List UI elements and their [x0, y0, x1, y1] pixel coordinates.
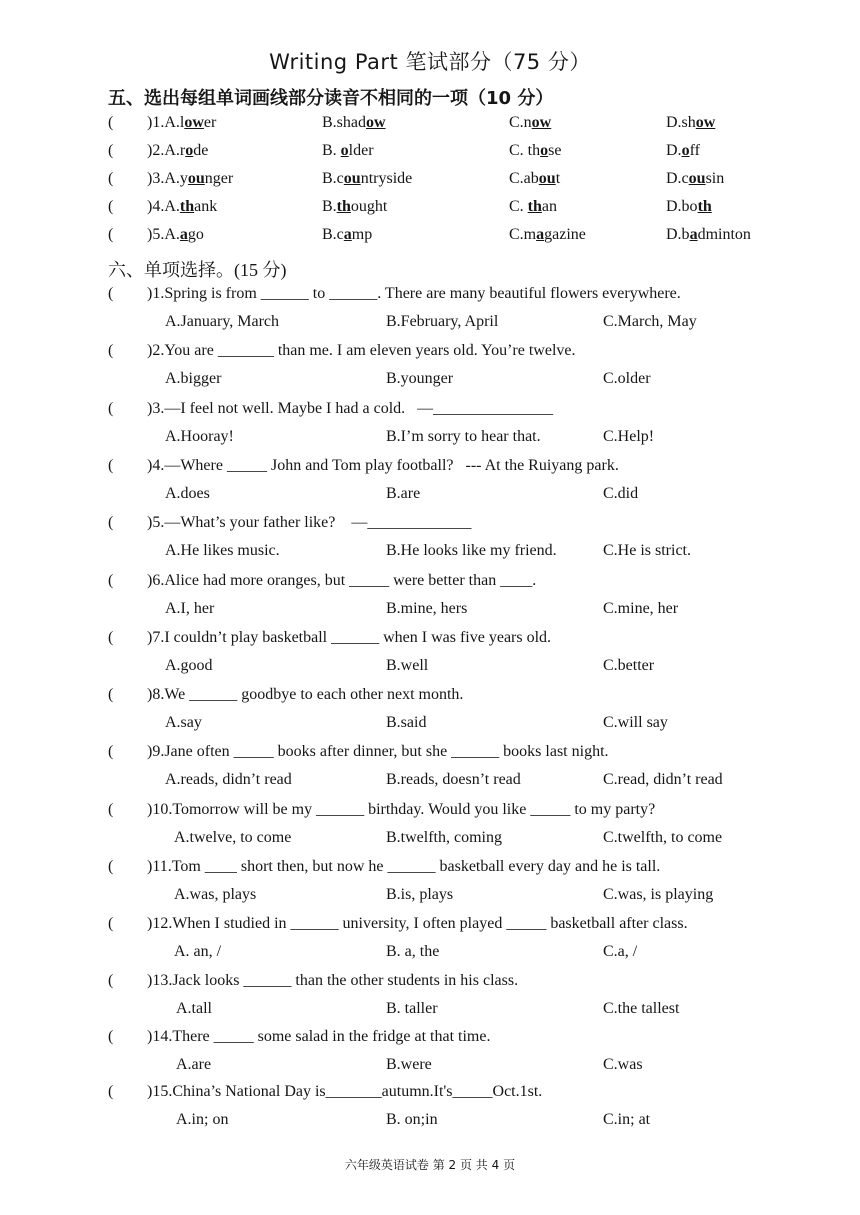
word-suffix: de: [193, 142, 209, 159]
question-stem: [0, 972, 860, 1000]
option-a: [147, 198, 217, 216]
word-prefix: A.y: [164, 170, 188, 187]
question-text: )8.We ______ goodbye to each other next month.: [147, 686, 464, 703]
word-prefix: B.c: [322, 170, 344, 187]
underlined-letters: ou: [187, 170, 205, 187]
answer-paren[interactable]: (: [108, 801, 114, 818]
underlined-letters: a: [343, 226, 352, 243]
option-b: B.February, April: [386, 313, 499, 330]
question-stem: [0, 457, 860, 485]
option-c: C.will say: [603, 714, 668, 731]
option-c: C.in; at: [603, 1111, 651, 1128]
item-number: )3.: [147, 170, 165, 187]
answer-paren[interactable]: (: [108, 198, 114, 215]
question-options: [0, 714, 860, 742]
answer-paren[interactable]: (: [108, 142, 114, 159]
option-b: B.is, plays: [386, 886, 454, 903]
word-suffix: lder: [348, 142, 374, 159]
answer-paren[interactable]: (: [108, 972, 114, 989]
question-options: [0, 657, 860, 685]
answer-paren[interactable]: (: [108, 915, 114, 932]
option-d: [666, 170, 724, 188]
underlined-letters: a: [536, 226, 545, 243]
word-prefix: A.: [164, 198, 180, 215]
underlined-letters: th: [179, 198, 195, 215]
option-c: C.mine, her: [603, 600, 679, 617]
option-b: B.were: [386, 1056, 432, 1073]
word-suffix: ank: [194, 198, 218, 215]
word-prefix: D.c: [666, 170, 689, 187]
answer-paren[interactable]: (: [108, 342, 114, 359]
word-prefix: A.r: [164, 142, 186, 159]
word-prefix: B.: [322, 142, 341, 159]
option-a: A.are: [176, 1056, 212, 1073]
underlined-letters: ou: [343, 170, 361, 187]
option-a: A.does: [165, 485, 210, 502]
question-text: )15.China’s National Day is_______autumn.It's_____Oct.1st.: [147, 1083, 543, 1100]
question-options: [0, 370, 860, 398]
word-prefix: C.n: [509, 114, 532, 131]
option-b: B.mine, hers: [386, 600, 468, 617]
question-options: [0, 771, 860, 799]
question-stem: [0, 285, 860, 313]
word-suffix: gazine: [544, 226, 586, 243]
word-suffix: go: [187, 226, 204, 243]
underlined-letters: ow: [695, 114, 716, 131]
option-c: C.better: [603, 657, 655, 674]
option-b: B.reads, doesn’t read: [386, 771, 521, 788]
section-six-heading-cn: 六、单项选择。: [108, 260, 234, 281]
option-a: A.January, March: [165, 313, 280, 330]
word-prefix: C.: [509, 198, 528, 215]
question-text: )12.When I studied in ______ university, I often played _____ basketball after class.: [147, 915, 688, 932]
option-a: [147, 142, 208, 160]
underlined-letters: o: [540, 142, 549, 159]
option-a: A.twelve, to come: [174, 829, 292, 846]
option-b: B.He looks like my friend.: [386, 542, 557, 559]
answer-paren[interactable]: (: [108, 226, 114, 243]
underlined-letters: th: [697, 198, 712, 215]
option-b: B. a, the: [386, 943, 440, 960]
underlined-letters: ow: [531, 114, 552, 131]
question-options: [0, 428, 860, 456]
option-b: B.are: [386, 485, 421, 502]
option-c: C.was, is playing: [603, 886, 714, 903]
page-footer: 六年级英语试卷 第 2 页 共 4 页: [344, 1158, 516, 1172]
question-options: [0, 1000, 860, 1028]
option-b: B.younger: [386, 370, 454, 387]
option-c: C.older: [603, 370, 651, 387]
question-text: )4.—Where _____ John and Tom play football? --- At the Ruiyang park.: [147, 457, 619, 474]
item-number: )2.: [147, 142, 165, 159]
option-a: A.good: [165, 657, 213, 674]
option-b: B. on;in: [386, 1111, 438, 1128]
option-d: [666, 114, 715, 132]
question-options: [0, 1111, 860, 1139]
section-five-heading: 五、选出每组单词画线部分读音不相同的一项（10 分）: [108, 88, 554, 109]
question-text: )6.Alice had more oranges, but _____ were better than ____.: [147, 572, 537, 589]
question-stem: [0, 801, 860, 829]
option-b: [322, 226, 372, 244]
option-d: [666, 198, 712, 216]
question-text: )7.I couldn’t play basketball ______ when I was five years old.: [147, 629, 552, 646]
option-b: B.I’m sorry to hear that.: [386, 428, 541, 445]
option-b: B.twelfth, coming: [386, 829, 502, 846]
word-prefix: D.b: [666, 226, 690, 243]
answer-paren[interactable]: (: [108, 457, 114, 474]
underlined-letters: a: [179, 226, 188, 243]
word-suffix: nger: [204, 170, 234, 187]
word-suffix: ought: [350, 198, 388, 215]
question-text: )11.Tom ____ short then, but now he ______ basketball every day and he is tall.: [147, 858, 661, 875]
underlined-letters: th: [527, 198, 542, 215]
option-c: C.He is strict.: [603, 542, 691, 559]
option-c: C.read, didn’t read: [603, 771, 723, 788]
question-stem: [0, 858, 860, 886]
option-b: [322, 170, 412, 188]
underlined-letters: ou: [688, 170, 706, 187]
question-options: [0, 313, 860, 341]
word-prefix: B.c: [322, 226, 344, 243]
question-stem: [0, 572, 860, 600]
option-d: [666, 226, 751, 244]
underlined-letters: a: [689, 226, 698, 243]
option-c: [509, 114, 551, 132]
option-a: A.reads, didn’t read: [165, 771, 292, 788]
word-suffix: an: [541, 198, 558, 215]
option-a: A.bigger: [165, 370, 222, 387]
question-options: [0, 485, 860, 513]
question-options: [0, 600, 860, 628]
question-stem: [0, 686, 860, 714]
section-six-heading-score: (15 分): [234, 260, 287, 280]
question-stem: [0, 342, 860, 370]
option-c: [509, 142, 561, 160]
option-c: [509, 198, 557, 216]
word-prefix: B.: [322, 198, 337, 215]
option-c: C.a, /: [603, 943, 638, 960]
word-prefix: C.m: [509, 226, 537, 243]
word-prefix: B.shad: [322, 114, 366, 131]
word-suffix: sin: [705, 170, 725, 187]
word-prefix: A.l: [164, 114, 185, 131]
word-prefix: C.ab: [509, 170, 539, 187]
option-c: C.Help!: [603, 428, 655, 445]
option-c: C.March, May: [603, 313, 697, 330]
word-prefix: D.sh: [666, 114, 696, 131]
question-stem: [0, 629, 860, 657]
question-options: [0, 1056, 860, 1084]
question-stem: [0, 743, 860, 771]
answer-paren[interactable]: (: [108, 858, 114, 875]
option-a: A.say: [165, 714, 202, 731]
option-d: [666, 142, 700, 160]
question-text: )3.—I feel not well. Maybe I had a cold. —_______________: [147, 400, 554, 417]
option-a: A.I, her: [165, 600, 215, 617]
word-suffix: mp: [351, 226, 373, 243]
underlined-letters: ow: [184, 114, 204, 131]
answer-paren[interactable]: (: [108, 114, 114, 131]
answer-paren[interactable]: (: [108, 572, 114, 589]
question-stem: [0, 514, 860, 542]
underlined-letters: ow: [366, 114, 386, 131]
item-number: )1.: [147, 114, 165, 131]
question-options: [0, 542, 860, 570]
question-stem: [0, 1083, 860, 1111]
question-stem: [0, 1028, 860, 1056]
option-a: [147, 170, 233, 188]
answer-paren[interactable]: (: [108, 514, 114, 531]
answer-paren[interactable]: (: [108, 686, 114, 703]
answer-paren[interactable]: (: [108, 400, 114, 417]
question-text: )2.You are _______ than me. I am eleven years old. You’re twelve.: [147, 342, 576, 359]
option-b: B.said: [386, 714, 427, 731]
pronunciation-item: [0, 114, 860, 142]
option-a: [147, 226, 204, 244]
option-b: [322, 142, 374, 160]
question-text: )13.Jack looks ______ than the other students in his class.: [147, 972, 519, 989]
pronunciation-item: [0, 170, 860, 198]
option-b: B. taller: [386, 1000, 438, 1017]
section-six-heading: [108, 256, 287, 282]
pronunciation-item: [0, 198, 860, 226]
option-c: C.the tallest: [603, 1000, 680, 1017]
word-suffix: se: [548, 142, 562, 159]
option-a: A.tall: [176, 1000, 212, 1017]
word-suffix: dminton: [697, 226, 751, 243]
underlined-letters: ou: [538, 170, 556, 187]
pronunciation-item: [0, 142, 860, 170]
word-suffix: er: [203, 114, 217, 131]
pronunciation-item: [0, 226, 860, 254]
option-a: [147, 114, 216, 132]
answer-paren[interactable]: (: [108, 1028, 114, 1045]
word-suffix: t: [555, 170, 561, 187]
word-prefix: A.: [164, 226, 180, 243]
item-number: )4.: [147, 198, 165, 215]
option-b: B.well: [386, 657, 429, 674]
word-suffix: ff: [689, 142, 700, 159]
option-c: C.was: [603, 1056, 643, 1073]
option-a: A.was, plays: [174, 886, 257, 903]
page-title: Writing Part 笔试部分（75 分）: [269, 50, 591, 74]
option-a: A.Hooray!: [165, 428, 234, 445]
option-b: [322, 114, 386, 132]
underlined-letters: th: [336, 198, 351, 215]
answer-paren[interactable]: (: [108, 170, 114, 187]
word-suffix: ntryside: [360, 170, 413, 187]
underlined-letters: o: [185, 142, 194, 159]
question-text: )10.Tomorrow will be my ______ birthday. Would you like _____ to my party?: [147, 801, 656, 818]
option-c: [509, 170, 560, 188]
underlined-letters: o: [340, 142, 349, 159]
option-b: [322, 198, 387, 216]
word-prefix: D.bo: [666, 198, 698, 215]
question-options: [0, 886, 860, 914]
question-text: )1.Spring is from ______ to ______. There are many beautiful flowers everywhere.: [147, 285, 681, 302]
question-stem: [0, 915, 860, 943]
option-a: A. an, /: [174, 943, 222, 960]
question-text: )14.There _____ some salad in the fridge at that time.: [147, 1028, 491, 1045]
answer-paren[interactable]: (: [108, 285, 114, 302]
question-text: )5.—What’s your father like? —_____________: [147, 514, 472, 531]
underlined-letters: o: [681, 142, 690, 159]
option-a: A.He likes music.: [165, 542, 280, 559]
word-prefix: C. th: [509, 142, 541, 159]
answer-paren[interactable]: (: [108, 1083, 114, 1100]
option-c: C.twelfth, to come: [603, 829, 723, 846]
word-prefix: D.: [666, 142, 682, 159]
option-c: C.did: [603, 485, 639, 502]
question-options: [0, 829, 860, 857]
question-stem: [0, 400, 860, 428]
answer-paren[interactable]: (: [108, 629, 114, 646]
question-text: )9.Jane often _____ books after dinner, but she ______ books last night.: [147, 743, 609, 760]
item-number: )5.: [147, 226, 165, 243]
option-a: A.in; on: [176, 1111, 229, 1128]
option-c: [509, 226, 586, 244]
question-options: [0, 943, 860, 971]
answer-paren[interactable]: (: [108, 743, 114, 760]
